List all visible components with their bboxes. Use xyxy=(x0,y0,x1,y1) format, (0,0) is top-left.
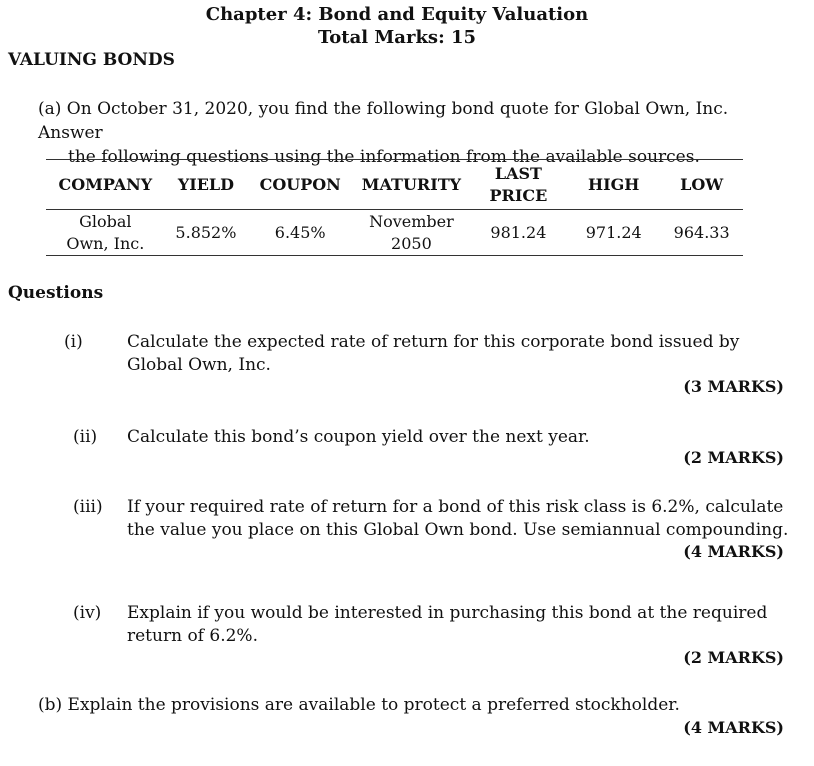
cell-maturity-line-2: 2050 xyxy=(391,233,432,253)
cell-coupon: 6.45% xyxy=(274,222,326,242)
table-header-row xyxy=(46,160,743,210)
section-title: VALUING BONDS xyxy=(8,50,175,70)
total-marks: Total Marks: 15 xyxy=(317,27,477,48)
col-last-price xyxy=(470,160,567,210)
question-1-marks: (3 MARKS) xyxy=(683,377,784,396)
col-low: LOW xyxy=(680,174,724,194)
question-3-marks: (4 MARKS) xyxy=(683,542,784,561)
cell-company xyxy=(46,210,165,256)
cell-company-line-2: Own, Inc. xyxy=(66,233,145,253)
cell-company-line-1: Global xyxy=(79,211,132,231)
question-2-text: Calculate this bond’s coupon yield over the next year. xyxy=(127,427,590,447)
question-3-label: (iii) xyxy=(73,497,103,517)
question-4-marks: (2 MARKS) xyxy=(683,648,784,667)
question-2-label: (ii) xyxy=(73,427,98,447)
question-3-text: If your required rate of return for a bond of this risk class is 6.2%, calculate the value you place on this Global Own bond. Use semiannual compounding. xyxy=(127,497,789,540)
question-1-text: Calculate the expected rate of return for this corporate bond issued by Global Own, Inc. xyxy=(127,332,740,375)
cell-maturity xyxy=(353,210,470,256)
part-a-line-2: the following questions using the information from the available sources. xyxy=(68,147,700,167)
cell-last-price: 981.24 xyxy=(490,222,547,242)
col-high: HIGH xyxy=(588,174,640,194)
bond-quote-table xyxy=(46,159,743,256)
part-a-line-1: (a) On October 31, 2020, you find the following bond quote for Global Own, Inc. Answer xyxy=(38,99,729,143)
question-1-label: (i) xyxy=(64,332,83,352)
chapter-title: Chapter 4: Bond and Equity Valuation xyxy=(205,4,589,25)
cell-low: 964.33 xyxy=(673,222,730,242)
col-company: COMPANY xyxy=(58,174,153,194)
col-last-price-line-1: LAST xyxy=(494,163,542,183)
cell-yield: 5.852% xyxy=(175,222,237,242)
question-4-text: Explain if you would be interested in purchasing this bond at the required return of 6.2%. xyxy=(127,603,768,646)
table-row xyxy=(46,210,743,256)
cell-high: 971.24 xyxy=(585,222,642,242)
col-last-price-line-2: PRICE xyxy=(489,185,548,205)
questions-heading: Questions xyxy=(8,283,104,303)
part-b-text: (b) Explain the provisions are available to protect a preferred stockholder. xyxy=(38,695,680,715)
col-maturity: MATURITY xyxy=(361,174,462,194)
part-b-marks: (4 MARKS) xyxy=(683,718,784,737)
col-coupon: COUPON xyxy=(259,174,341,194)
question-2-marks: (2 MARKS) xyxy=(683,448,784,467)
col-yield: YIELD xyxy=(177,174,235,194)
question-4-label: (iv) xyxy=(73,603,102,623)
cell-maturity-line-1: November xyxy=(369,211,454,231)
